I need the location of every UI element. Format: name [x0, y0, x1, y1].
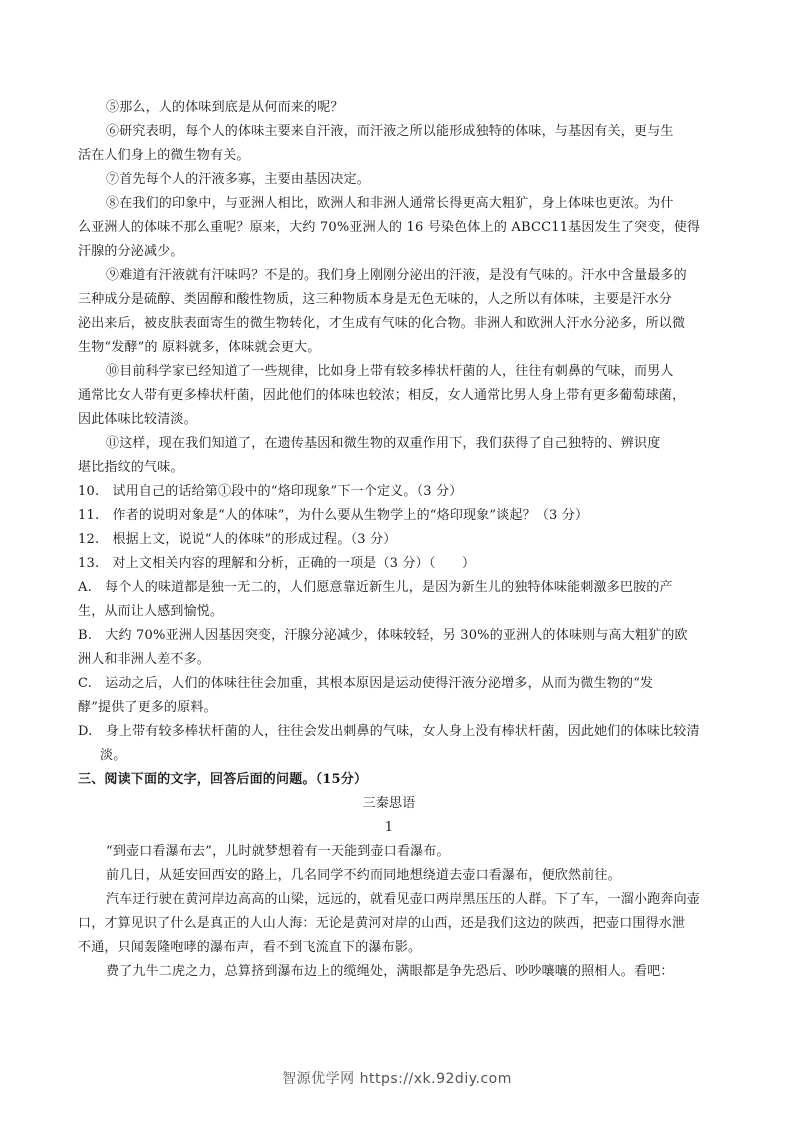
text-line: ⑪这样，现在我们知道了，在遗传基因和微生物的双重作用下，我们获得了自己独特的、辨识度	[106, 436, 661, 451]
text-line: 三、阅读下面的文字，回答后面的问题。（15分）	[78, 772, 368, 787]
text-line: ⑧在我们的印象中，与亚洲人相比，欧洲人和非洲人通常长得更高大粗犷，身上体味也更浓。为什	[106, 196, 674, 211]
text-line: ⑩目前科学家已经知道了一些规律，比如身上带有较多棒状杆菌的人，往往有刺鼻的气味，而男人	[106, 364, 674, 379]
text-line: 不通，只闻轰隆咆哮的瀑布声，看不到飞流直下的瀑布影。	[78, 940, 422, 955]
text-line: 三秦思语	[362, 796, 416, 811]
watermark-footer: 智源优学网 https://xk.92diy.com	[282, 1071, 512, 1087]
text-line: B. 大约 70%亚洲人因基因突变，汗腺分泌减少，体味较轻，另 30%的亚洲人的体味则与高大粗犷的欧	[78, 628, 688, 643]
text-line: ⑥研究表明，每个人的体味主要来自汗液，而汗液之所以能形成独特的体味，与基因有关，更与生	[106, 124, 674, 139]
text-line: D. 身上带有较多棒状杆菌的人，往往会发出刺鼻的气味，女人身上没有棒状杆菌，因此她们的体味比较清	[78, 724, 700, 739]
text-line: 汗腺的分泌减少。	[78, 244, 184, 259]
text-line: 活在人们身上的微生物有关。	[78, 148, 250, 163]
text-line: 口，才算见识了什么是真正的人山人海：无论是黄河对岸的山西，还是我们这边的陕西，把壶口围得水泄	[78, 916, 686, 931]
text-line: ⑨难道有汗液就有汗味吗？不是的。我们身上刚刚分泌出的汗液，是没有气味的。汗水中含量最多的	[106, 268, 687, 283]
text-line: 生物“发酵”的 原料就多，体味就会更大。	[78, 340, 321, 355]
text-line: 洲人和非洲人差不多。	[78, 652, 211, 667]
text-line: 么亚洲人的体味不那么重呢？原来，大约 70%亚洲人的 16 号染色体上的 ABCC11基因发生了突变，使得	[78, 220, 701, 235]
document-body	[78, 96, 700, 984]
text-line: 1	[384, 820, 394, 835]
text-line: 酵”提供了更多的原料。	[78, 700, 217, 715]
text-line: 10. 试用自己的话给第①段中的“烙印现象”下一个定义。（3 分）	[78, 484, 463, 499]
text-line: 泌出来后，被皮肤表面寄生的微生物转化，才生成有气味的化合物。非洲人和欧洲人汗水分泌多，所以微	[78, 316, 686, 331]
text-line: 堪比指纹的气味。	[78, 460, 184, 475]
text-line: 12. 根据上文，说说“人的体味”的形成过程。（3 分）	[78, 532, 397, 547]
text-line: C. 运动之后，人们的体味往往会加重，其根本原因是运动使得汗液分泌增多，从而为微生物的“发	[78, 676, 654, 691]
text-line: 11. 作者的说明对象是“人的体味”，为什么要从生物学上的“烙印现象”谈起？（3 分）	[78, 508, 589, 523]
text-line: 汽车迂行驶在黄河岸边高高的山梁，远远的，就看见壶口两岸黑压压的人群。下了车，一溜小跑奔向壶	[106, 892, 701, 907]
text-line: 生，从而让人感到愉悦。	[78, 604, 224, 619]
text-line: 因此体味比较清淡。	[78, 412, 197, 427]
text-line: 三种成分是硫醇、类固醇和酸性物质，这三种物质本身是无色无味的，人之所以有体味，主要是汗水分	[78, 292, 673, 307]
text-line: 淡。	[100, 748, 127, 763]
text-line: 前几日，从延安回西安的路上，几名同学不约而同地想绕道去壶口看瀑布，便欣然前往。	[106, 868, 621, 883]
text-line: 费了九牛二虎之力，总算挤到瀑布边上的缆绳处，满眼都是争先恐后、吵吵嚷嚷的照相人。看吧：	[106, 964, 674, 979]
text-line: “到壶口看瀑布去”，儿时就梦想着有一天能到壶口看瀑布。	[106, 844, 450, 859]
text-line: 通常比女人带有更多棒状杆菌，因此他们的体味也较浓；相反，女人通常比男人身上带有更多葡萄球菌，	[78, 388, 686, 403]
text-line: ⑤那么，人的体味到底是从何而来的呢？	[106, 100, 344, 115]
text-line: ⑦首先每个人的汗液多寡，主要由基因决定。	[106, 172, 371, 187]
text-line: 13. 对上文相关内容的理解和分析，正确的一项是（3 分）（ ）	[78, 556, 476, 571]
text-line: A. 每个人的味道都是独一无二的，人们愿意靠近新生儿，是因为新生儿的独特体味能刺激多巴胺的产	[78, 580, 673, 595]
